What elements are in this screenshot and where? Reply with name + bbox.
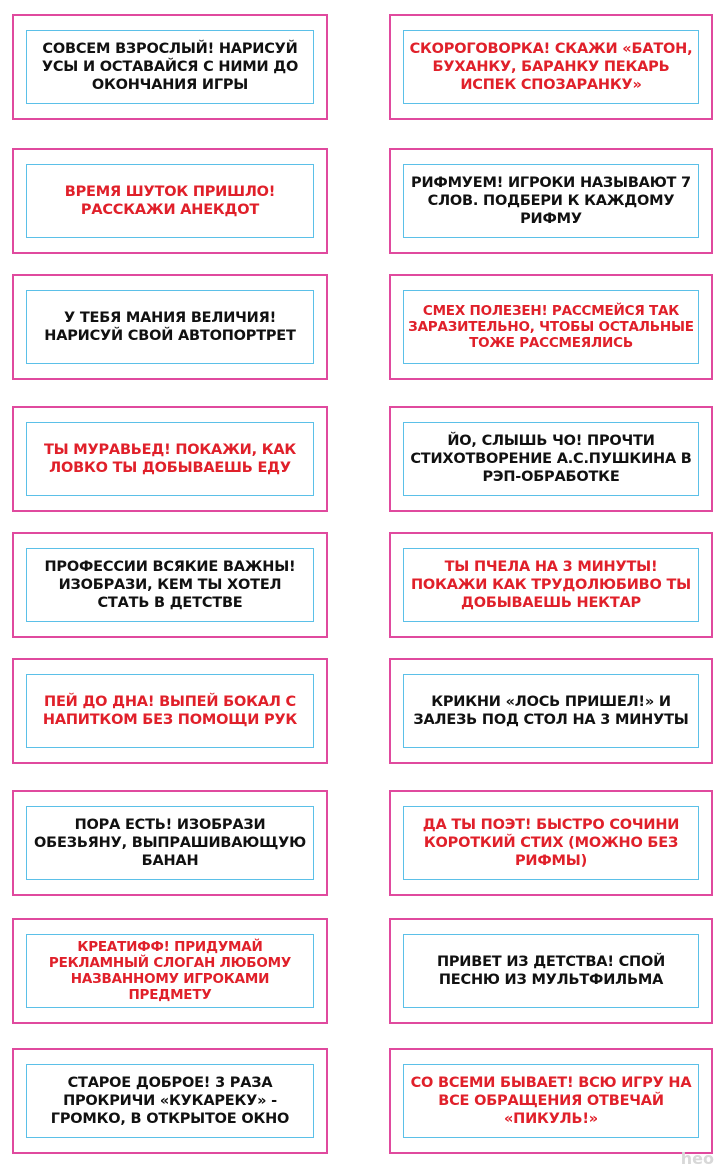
- card-inner-frame: [26, 806, 314, 880]
- card-text: РИФМУЕМ! ИГРОКИ НАЗЫВАЮТ 7 СЛОВ. ПОДБЕРИ К КАЖДОМУ РИФМУ: [411, 174, 691, 228]
- card-inner-frame: [26, 548, 314, 622]
- task-card-06: [389, 274, 713, 380]
- card-text: ПРОФЕССИИ ВСЯКИЕ ВАЖНЫ! ИЗОБРАЗИ, КЕМ ТЫ ХОТЕЛ СТАТЬ В ДЕТСТВЕ: [44, 558, 296, 612]
- card-text: ПОРА ЕСТЬ! ИЗОБРАЗИ ОБЕЗЬЯНУ, ВЫПРАШИВАЮЩУЮ БАНАН: [34, 816, 306, 870]
- task-card-04: [389, 148, 713, 254]
- task-card-08: [389, 406, 713, 512]
- card-text: СТАРОЕ ДОБРОЕ! 3 РАЗА ПРОКРИЧИ «КУКАРЕКУ» - ГРОМКО, В ОТКРЫТОЕ ОКНО: [50, 1074, 290, 1128]
- card-inner-frame: [403, 548, 699, 622]
- card-inner-frame: [26, 164, 314, 238]
- card-text: СО ВСЕМИ БЫВАЕТ! ВСЮ ИГРУ НА ВСЕ ОБРАЩЕНИЯ ОТВЕЧАЙ «ПИКУЛЬ!»: [410, 1074, 692, 1128]
- task-card-11: [12, 658, 328, 764]
- watermark: heo: [680, 1149, 714, 1168]
- card-inner-frame: [26, 934, 314, 1008]
- card-text: ПЕЙ ДО ДНА! ВЫПЕЙ БОКАЛ С НАПИТКОМ БЕЗ ПОМОЩИ РУК: [42, 693, 298, 728]
- task-card-17: [12, 1048, 328, 1154]
- task-card-03: [12, 148, 328, 254]
- task-card-18: [389, 1048, 713, 1154]
- task-card-02: [389, 14, 713, 120]
- card-text: ТЫ ПЧЕЛА НА 3 МИНУТЫ! ПОКАЖИ КАК ТРУДОЛЮБИВО ТЫ ДОБЫВАЕШЬ НЕКТАР: [411, 558, 691, 612]
- card-text: ВРЕМЯ ШУТОК ПРИШЛО! РАССКАЖИ АНЕКДОТ: [64, 183, 276, 218]
- task-card-15: [12, 918, 328, 1024]
- card-inner-frame: [26, 30, 314, 104]
- task-card-05: [12, 274, 328, 380]
- card-text: ПРИВЕТ ИЗ ДЕТСТВА! СПОЙ ПЕСНЮ ИЗ МУЛЬТФИЛЬМА: [436, 953, 666, 988]
- card-text: ДА ТЫ ПОЭТ! БЫСТРО СОЧИНИ КОРОТКИЙ СТИХ (МОЖНО БЕЗ РИФМЫ): [422, 816, 680, 870]
- card-text: СМЕХ ПОЛЕЗЕН! РАССМЕЙСЯ ТАК ЗАРАЗИТЕЛЬНО, ЧТОБЫ ОСТАЛЬНЫЕ ТОЖЕ РАССМЕЯЛИСЬ: [408, 302, 694, 352]
- card-text: КРЕАТИФФ! ПРИДУМАЙ РЕКЛАМНЫЙ СЛОГАН ЛЮБОМУ НАЗВАННОМУ ИГРОКАМИ ПРЕДМЕТУ: [48, 938, 292, 1004]
- card-inner-frame: [26, 1064, 314, 1138]
- card-inner-frame: [403, 934, 699, 1008]
- task-card-01: [12, 14, 328, 120]
- task-card-07: [12, 406, 328, 512]
- card-text: СОВСЕМ ВЗРОСЛЫЙ! НАРИСУЙ УСЫ И ОСТАВАЙСЯ С НИМИ ДО ОКОНЧАНИЯ ИГРЫ: [41, 40, 299, 94]
- card-text: У ТЕБЯ МАНИЯ ВЕЛИЧИЯ! НАРИСУЙ СВОЙ АВТОПОРТРЕТ: [44, 309, 296, 344]
- card-inner-frame: [403, 290, 699, 364]
- task-card-10: [389, 532, 713, 638]
- task-card-16: [389, 918, 713, 1024]
- task-card-09: [12, 532, 328, 638]
- card-text: СКОРОГОВОРКА! СКАЖИ «БАТОН, БУХАНКУ, БАРАНКУ ПЕКАРЬ ИСПЕК СПОЗАРАНКУ»: [409, 40, 693, 94]
- card-inner-frame: [26, 422, 314, 496]
- card-inner-frame: [403, 422, 699, 496]
- card-inner-frame: [26, 290, 314, 364]
- card-inner-frame: [403, 674, 699, 748]
- card-inner-frame: [403, 30, 699, 104]
- card-text: ЙО, СЛЫШЬ ЧО! ПРОЧТИ СТИХОТВОРЕНИЕ А.С.ПУШКИНА В РЭП-ОБРАБОТКЕ: [410, 432, 692, 486]
- task-card-12: [389, 658, 713, 764]
- card-inner-frame: [26, 674, 314, 748]
- task-card-14: [389, 790, 713, 896]
- card-text: ТЫ МУРАВЬЕД! ПОКАЖИ, КАК ЛОВКО ТЫ ДОБЫВАЕШЬ ЕДУ: [43, 441, 297, 476]
- card-inner-frame: [403, 806, 699, 880]
- card-inner-frame: [403, 164, 699, 238]
- task-card-13: [12, 790, 328, 896]
- card-inner-frame: [403, 1064, 699, 1138]
- card-text: КРИКНИ «ЛОСЬ ПРИШЕЛ!» И ЗАЛЕЗЬ ПОД СТОЛ НА 3 МИНУТЫ: [413, 693, 689, 728]
